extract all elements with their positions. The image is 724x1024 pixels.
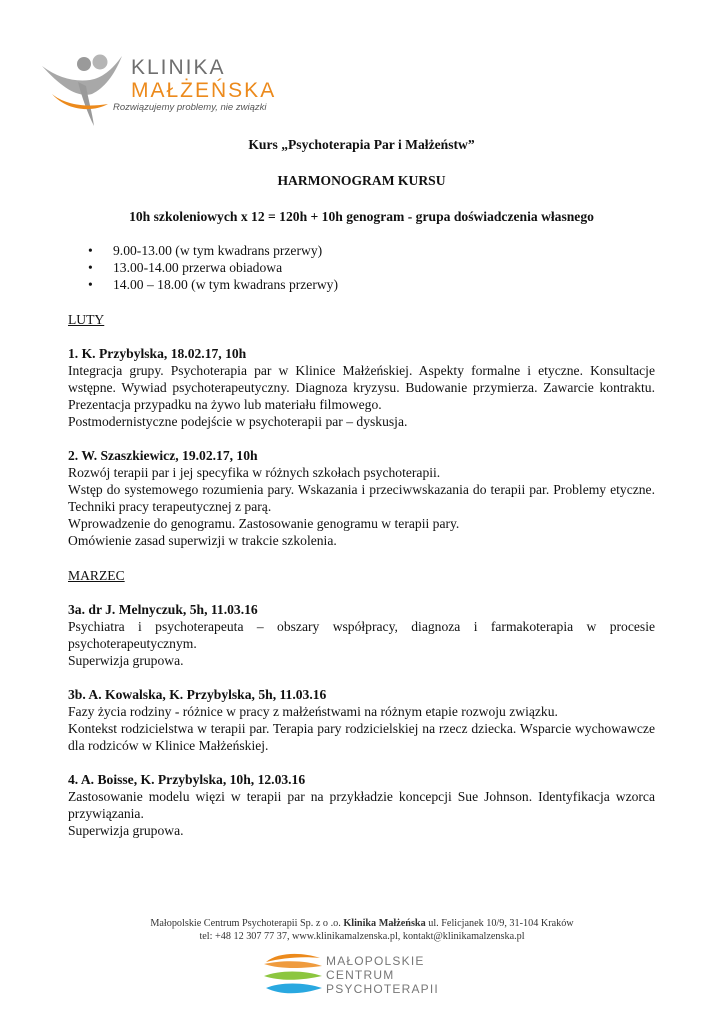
session-text: Omówienie zasad superwizji w trakcie szkolenia. — [68, 533, 337, 548]
mcp-logo — [262, 950, 462, 1000]
brand-tagline: Rozwiązujemy problemy, nie związki — [113, 102, 267, 113]
session-text: Fazy życia rodziny - różnice w pracy z małżeństwami na różnym etapie rozwoju związku. — [68, 704, 558, 719]
session-4 — [68, 771, 655, 839]
mcp-logo-line-3: PSYCHOTERAPII — [326, 982, 439, 996]
session-text: Psychiatra i psychoterapeuta – obszary współpracy, diagnoza i farmakoterapia w procesie psychoterapeutycznym. — [68, 619, 655, 651]
footer-company: Małopolskie Centrum Psychoterapii Sp. z o .o. — [150, 918, 344, 929]
footer-contact-line: tel: +48 12 307 77 37, www.klinikamalzenska.pl, kontakt@klinikamalzenska.pl — [199, 931, 525, 942]
session-text: Kontekst rodzicielstwa w terapii par. Terapia pary rodzicielskiej na rzecz dziecka. Wsparcie wychowawcze dla rodziców w Klinice Małżeńskiej. — [68, 721, 655, 753]
mcp-logo-line-2: CENTRUM — [326, 968, 395, 982]
footer-address: ul. Felicjanek 10/9, 31-104 Kraków — [425, 918, 574, 929]
session-heading: 1. K. Przybylska, 18.02.17, 10h — [68, 346, 247, 361]
session-text: Rozwój terapii par i jej specyfika w różnych szkołach psychoterapii. — [68, 465, 441, 480]
session-text: Integracja grupy. Psychoterapia par w Klinice Małżeńskiej. Aspekty formalne i etyczne. Konsultacje wstępne. Wywiad psychoterapeutyczny. Diagnoza kryzysu. Budowanie przymierza. Zawarcie kontraktu. Prezentacja przypadku na żywo lub materiału filmowego. — [68, 363, 655, 412]
session-text: Postmodernistyczne podejście w psychoterapii par – dyskusja. — [68, 414, 408, 429]
brand-line-1: KLINIKA — [131, 56, 226, 79]
session-text: Superwizja grupowa. — [68, 653, 184, 668]
couple-logo-icon — [38, 42, 138, 132]
session-text: Zastosowanie modelu więzi w terapii par na przykładzie koncepcji Sue Johnson. Identyfikacja wzorca przywiązania. — [68, 789, 655, 821]
session-heading: 2. W. Szaszkiewicz, 19.02.17, 10h — [68, 448, 258, 463]
session-3a — [68, 601, 655, 669]
month-heading-marzec: MARZEC — [68, 568, 125, 583]
klinika-malzenska-logo — [38, 42, 298, 132]
hours-summary: 10h szkoleniowych x 12 = 120h + 10h genogram - grupa doświadczenia własnego — [129, 209, 594, 224]
session-3b — [68, 686, 655, 754]
session-1 — [68, 345, 655, 430]
session-2 — [68, 447, 655, 549]
schedule-item: • 9.00-13.00 (w tym kwadrans przerwy) — [68, 242, 655, 259]
month-heading-luty: LUTY — [68, 312, 105, 327]
course-title: Kurs „Psychoterapia Par i Małżeństw” — [248, 137, 475, 152]
brand-line-2: MAŁŻEŃSKA — [131, 79, 277, 102]
session-text: Wstęp do systemowego rozumienia pary. Wskazania i przeciwwskazania do terapii par. Problemy etyczne. Techniki pracy terapeutycznej z parą. — [68, 482, 655, 514]
footer-brand: Klinika Małżeńska — [343, 918, 426, 929]
mcp-logo-line-1: MAŁOPOLSKIE — [326, 954, 425, 968]
schedule-heading: HARMONOGRAM KURSU — [277, 173, 446, 188]
session-heading: 4. A. Boisse, K. Przybylska, 10h, 12.03.16 — [68, 772, 306, 787]
schedule-item: • 14.00 – 18.00 (w tym kwadrans przerwy) — [68, 276, 655, 293]
document-content — [68, 136, 655, 839]
session-heading: 3a. dr J. Melnyczuk, 5h, 11.03.16 — [68, 602, 258, 617]
session-text: Superwizja grupowa. — [68, 823, 184, 838]
page-footer — [0, 917, 724, 943]
mcp-swoosh-icon — [262, 950, 326, 1000]
session-text: Wprowadzenie do genogramu. Zastosowanie genogramu w terapii pary. — [68, 516, 460, 531]
session-heading: 3b. A. Kowalska, K. Przybylska, 5h, 11.03.16 — [68, 687, 327, 702]
daily-schedule-list — [68, 242, 655, 293]
footer-address-line — [0, 917, 724, 930]
schedule-item: • 13.00-14.00 przerwa obiadowa — [68, 259, 655, 276]
